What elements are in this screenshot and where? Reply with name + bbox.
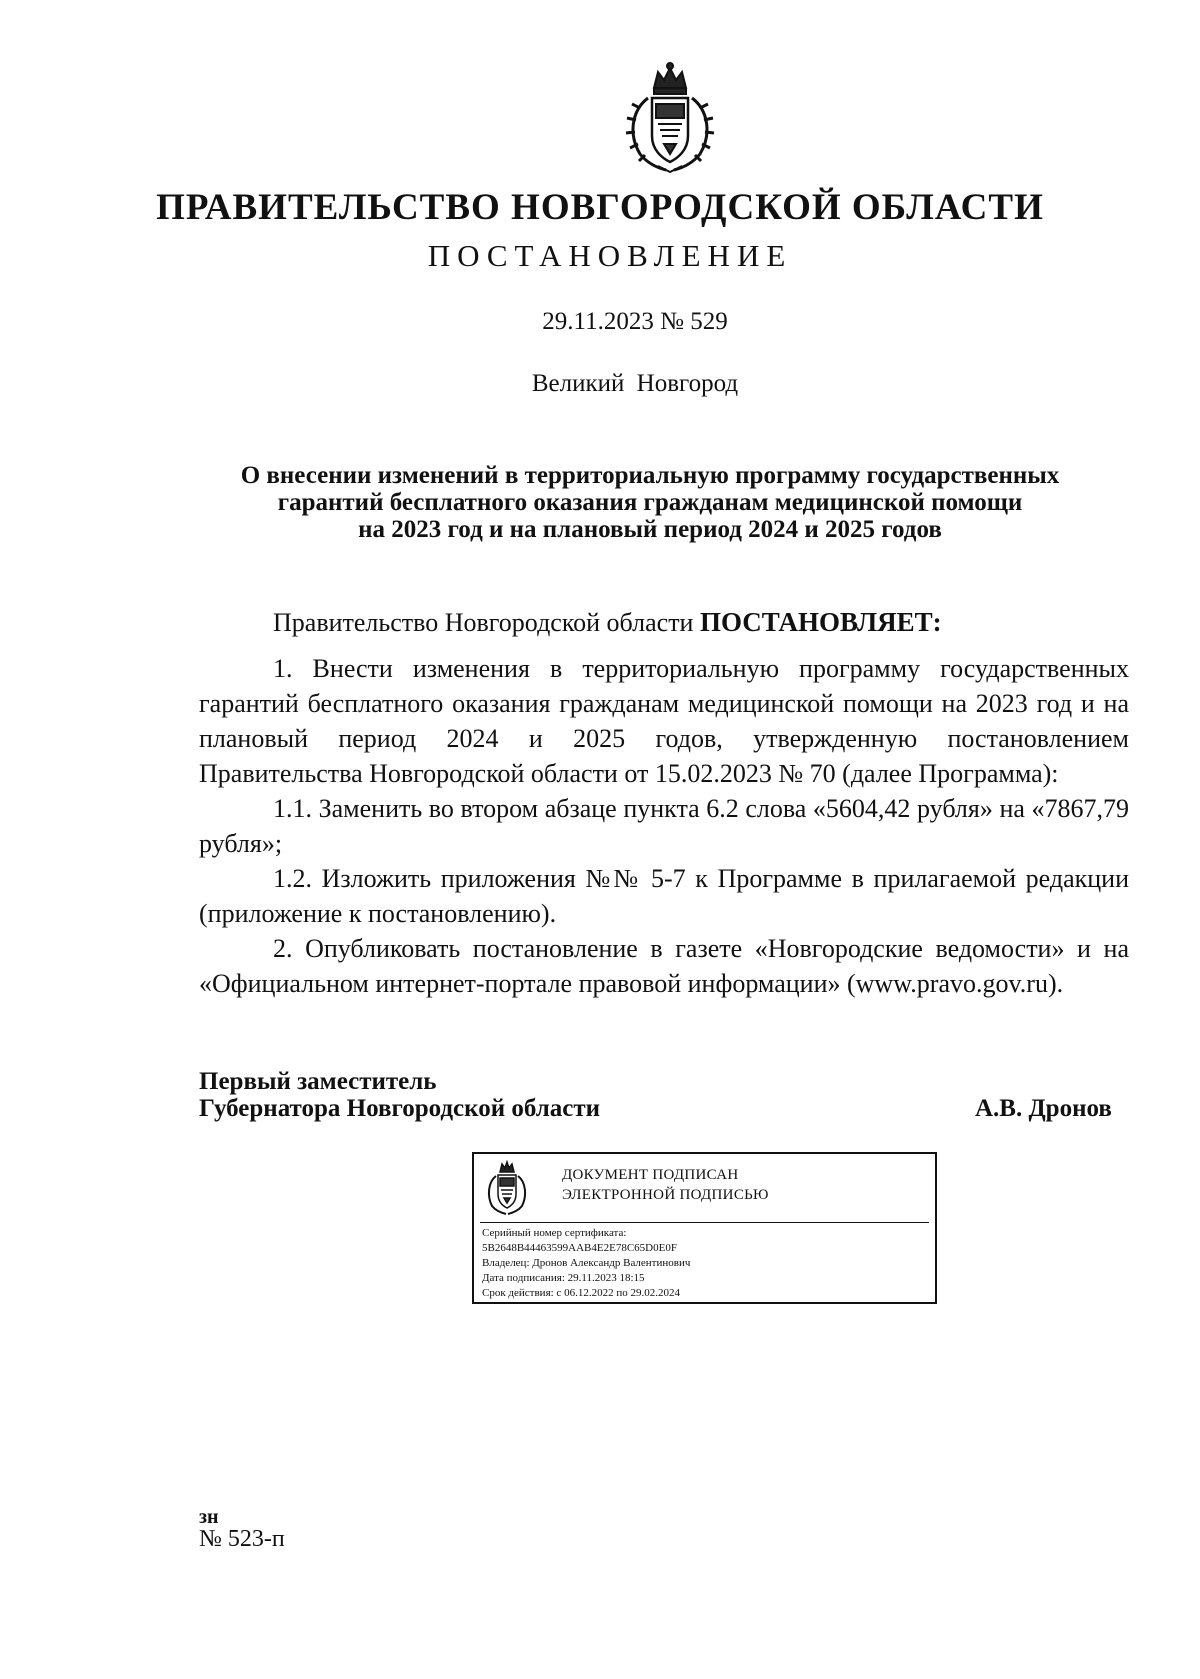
position-line: Первый заместитель <box>199 1068 437 1095</box>
intro-keyword: ПОСТАНОВЛЯЕТ: <box>699 607 942 637</box>
resolution-intro <box>273 607 942 638</box>
stamp-title-line: ЭЛЕКТРОННОЙ ПОДПИСЬЮ <box>562 1187 769 1203</box>
signatory-name: А.В. Дронов <box>975 1095 1112 1122</box>
intro-text: Правительство Новгородской области <box>273 608 700 637</box>
document-footer <box>199 1506 285 1550</box>
position-line: Губернатора Новгородской области <box>199 1095 601 1122</box>
stamp-divider <box>480 1222 929 1223</box>
document-type: ПОСТАНОВЛЕНИЕ <box>427 238 793 273</box>
stamp-title <box>562 1165 769 1205</box>
signatory-position <box>199 1068 600 1122</box>
validity-period: Срок действия: с 06.12.2022 по 29.02.2024 <box>482 1287 680 1299</box>
signing-date: Дата подписания: 29.11.2023 18:15 <box>482 1272 645 1284</box>
paragraph-1-1: 1.1. Заменить во втором абзаце пункта 6.2 слова «5604,42 рубля» на «7867,79 рубля»; <box>199 794 1129 858</box>
certificate-details <box>482 1226 690 1301</box>
document-body <box>199 651 1129 1001</box>
paragraph-1: 1. Внести изменения в территориальную программу государственных гарантий бесплатного оказания гражданам медицинской помощи на 2023 год и на плановый период 2024 и 2025 годов, утвержденную постановлением Правительства Новгородской области от 15.02.2023 № 70 (далее Программа): <box>199 654 1129 788</box>
stamp-emblem-icon <box>484 1160 530 1216</box>
subject-line: О внесении изменений в территориальную программу государственных <box>240 462 1060 489</box>
date-and-number: 29.11.2023 № 529 <box>542 308 728 335</box>
registration-number: № 523-п <box>199 1526 285 1552</box>
coat-of-arms-icon <box>618 58 722 174</box>
paragraph-2: 2. Опубликовать постановление в газете «Новгородские ведомости» и на «Официальном интернет-портале правовой информации» (www.pravo.gov.ru). <box>199 934 1129 998</box>
place-of-issue: Великий Новгород <box>531 370 739 397</box>
electronic-signature-stamp <box>472 1152 937 1304</box>
subject-line: на 2023 год и на плановый период 2024 и 2025 годов <box>358 516 942 543</box>
certificate-serial: 5B2648B44463599AAB4E2E78C65D0E0F <box>482 1242 677 1254</box>
document-subject <box>150 462 1150 543</box>
paragraph-1-2: 1.2. Изложить приложения №№ 5-7 к Программе в прилагаемой редакции (приложение к постановлению). <box>199 864 1129 928</box>
issuing-authority: ПРАВИТЕЛЬСТВО НОВГОРОДСКОЙ ОБЛАСТИ <box>156 187 1044 228</box>
certificate-owner: Владелец: Дронов Александр Валентинович <box>482 1257 691 1269</box>
executor-code: зн <box>199 1506 219 1528</box>
stamp-title-line: ДОКУМЕНТ ПОДПИСАН <box>562 1167 739 1183</box>
serial-label: Серийный номер сертификата: <box>482 1227 627 1239</box>
subject-line: гарантий бесплатного оказания гражданам медицинской помощи <box>277 489 1023 516</box>
